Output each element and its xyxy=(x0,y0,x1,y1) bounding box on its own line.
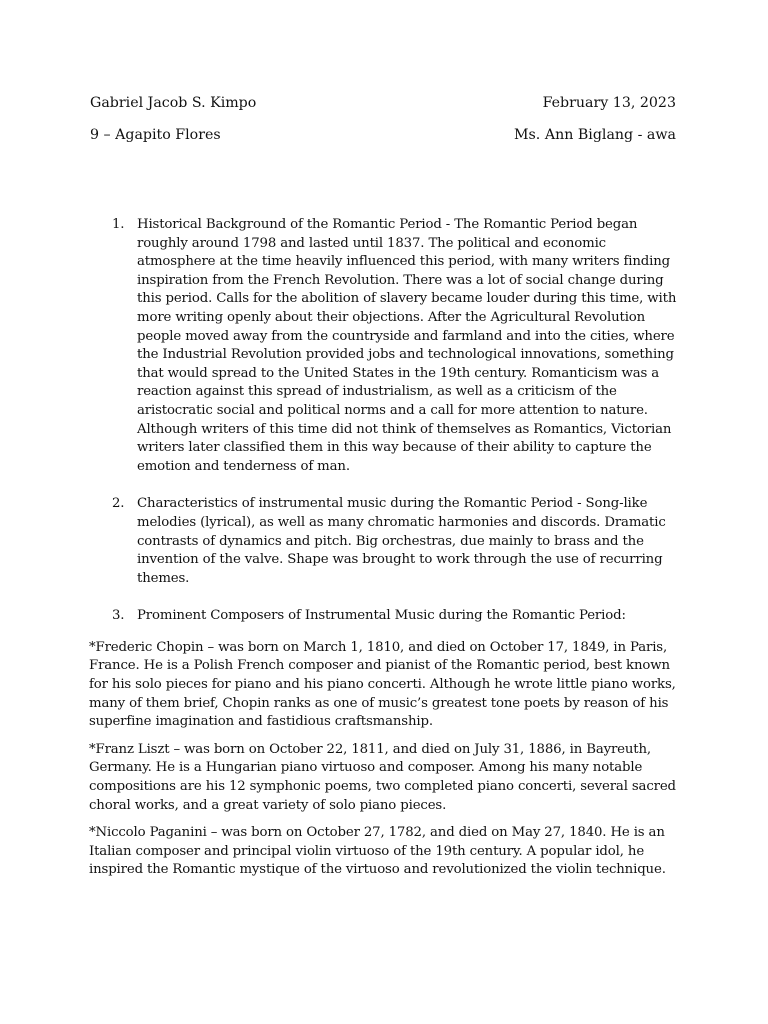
list-item xyxy=(112,216,682,476)
list-item-text: Prominent Composers of Instrumental Music during the Romantic Period: xyxy=(137,608,626,624)
student-name: Gabriel Jacob S. Kimpo xyxy=(90,95,257,111)
teacher-name: Ms. Ann Biglang - awa xyxy=(514,127,676,143)
document-date: February 13, 2023 xyxy=(542,95,676,111)
list-item-text: Characteristics of instrumental music during the Romantic Period - Song-like melodies (lyrical), as well as many chromatic harmonies and discords. Dramatic contrasts of dynamics and pitch. Big orchestras, due mainly to brass and the invention of the valve. Shape was brought to work through the use of recurring themes. xyxy=(137,496,666,586)
header-row-2 xyxy=(90,126,676,144)
list-item-number: 3. xyxy=(112,608,125,624)
list-item-text: Historical Background of the Romantic Period - The Romantic Period began roughly around 1798 and lasted until 1837. The political and economic atmosphere at the time heavily influenced this period, with many writers finding inspiration from the French Revolution. There was a lot of social change during this period. Calls for the abolition of slavery became louder during this time, with more writing openly about their objections. After the Agricultural Revolution people moved away from the countryside and farmland and into the cities, where the Industrial Revolution provided jobs and technological innovations, something that would spread to the United States in the 19th century. Romanticism was a reaction against this spread of industrialism, as well as a criticism of the aristocratic social and political norms and a call for more attention to nature. Although writers of this time did not think of themselves as Romantics, Victorian writers later classified them in this way because of their ability to capture the emotion and tenderness of man. xyxy=(137,217,677,474)
composer-paragraph-liszt: *Franz Liszt – was born on October 22, 1811, and died on July 31, 1886, in Bayreuth, Germany. He is a Hungarian piano virtuoso and composer. Among his many notable compositions are his 12 symphonic poems, two completed piano concerti, several sacred choral works, and a great variety of solo piano pieces. xyxy=(89,741,676,813)
numbered-list xyxy=(0,216,768,889)
class-section: 9 – Agapito Flores xyxy=(90,127,221,143)
composer-paragraph-paganini: *Niccolo Paganini – was born on October 27, 1782, and died on May 27, 1840. He is an Italian composer and principal violin virtuoso of the 19th century. A popular idol, he inspired the Romantic mystique of the virtuoso and revolutionized the violin technique. xyxy=(89,825,666,878)
list-item-number: 1. xyxy=(112,217,125,232)
list-item xyxy=(112,495,682,588)
composer-paragraph-chopin: *Frederic Chopin – was born on March 1, 1810, and died on October 17, 1849, in Paris, France. He is a Polish French composer and pianist of the Romantic period, best known for his solo pieces for piano and his piano concerti. Although he wrote little piano works, many of them brief, Chopin ranks as one of music’s greatest tone poets by reason of his superfine imagination and fastidious craftsmanship. xyxy=(89,639,676,730)
header-row-1 xyxy=(90,94,676,112)
list-item xyxy=(112,607,682,626)
list-item-number: 2. xyxy=(112,496,125,512)
